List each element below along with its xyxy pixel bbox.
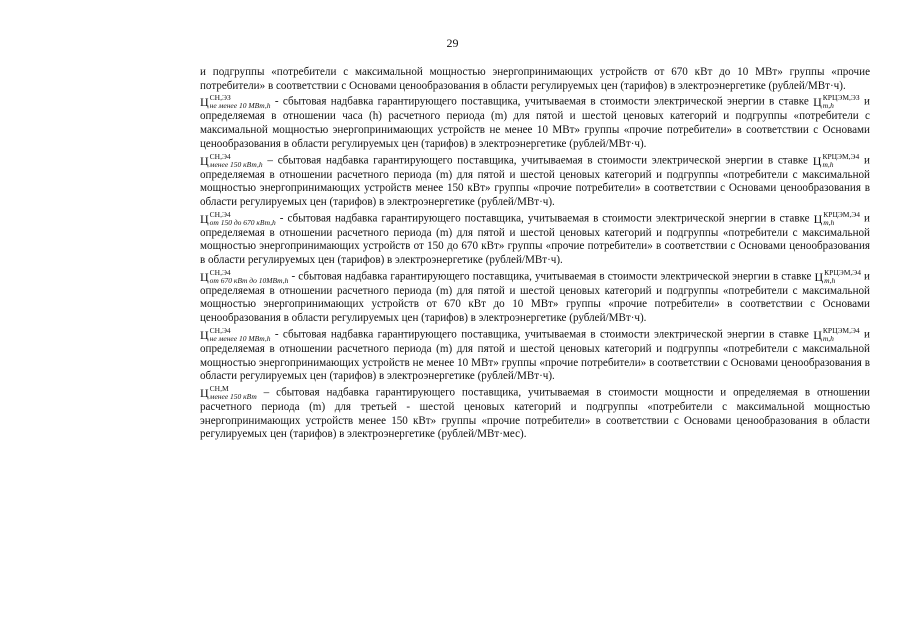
- rate-symbol: [813, 153, 859, 169]
- symbol-subscript-text: m,h: [824, 275, 836, 285]
- symbol-indices: [210, 153, 263, 169]
- symbol-subscript: [210, 393, 257, 401]
- symbol-superscript: СН,Э4: [209, 325, 231, 335]
- symbol-base: Ц: [812, 153, 822, 168]
- symbol-subscript: [824, 277, 861, 285]
- symbol-subscript: [210, 161, 263, 169]
- definition-paragraph: [200, 385, 870, 442]
- symbol-subscript: [210, 335, 271, 343]
- document-body: [200, 66, 870, 443]
- definition-paragraph: [200, 94, 870, 151]
- symbol-subscript: [210, 219, 276, 227]
- tariff-symbol: [200, 269, 288, 285]
- symbol-base: Ц: [814, 269, 824, 284]
- symbol-superscript: КРЦЭМ,Э4: [822, 325, 860, 335]
- rate-symbol: [813, 94, 860, 110]
- symbol-base: Ц: [813, 95, 822, 110]
- tariff-symbol: [200, 94, 271, 110]
- symbol-superscript: КРЦЭМ,Э4: [822, 151, 860, 161]
- symbol-base: Ц: [200, 385, 209, 400]
- symbol-superscript: СН,Э4: [209, 151, 231, 161]
- definition-text: - сбытовая надбавка гарантирующего поставщика, учитываемая в стоимости электрической энергии в ставке: [288, 270, 815, 283]
- intro-paragraph: и подгруппы «потребители с максимальной мощностью энергопринимающих устройств от 670 кВт до 10 МВт» группы «прочие потребители» в соответствии с Основами ценообразования в области регулируемых цен (тарифов) в электроэнергетике (рублей/МВт·ч).: [200, 66, 870, 92]
- symbol-subscript: [822, 161, 859, 169]
- symbol-indices: [823, 211, 860, 227]
- symbol-subscript-text: m,h: [823, 217, 835, 227]
- definition-paragraph: [200, 269, 870, 326]
- symbol-indices: [210, 327, 271, 343]
- definition-paragraph: [200, 153, 870, 210]
- tariff-symbol: [200, 385, 257, 401]
- definition-text: – сбытовая надбавка гарантирующего поставщика, учитываемая в стоимости электрической энергии в ставке: [262, 154, 813, 167]
- symbol-superscript: СН,Э4: [209, 267, 231, 277]
- symbol-indices: [823, 94, 860, 110]
- symbol-indices: [210, 94, 271, 110]
- symbol-subscript: [210, 102, 271, 110]
- symbol-subscript-text: m,h: [822, 101, 834, 111]
- rate-symbol: [815, 269, 861, 285]
- symbol-subscript: [823, 102, 860, 110]
- symbol-subscript: [823, 335, 860, 343]
- symbol-base: Ц: [813, 327, 822, 342]
- symbol-subscript-text: от 150 до 670 кВт,h: [209, 217, 276, 227]
- symbol-base: Ц: [200, 327, 209, 342]
- symbol-subscript-text: не менее 10 МВт,h: [209, 101, 271, 111]
- definition-text: – сбытовая надбавка гарантирующего поставщика, учитываемая в стоимости мощности и определяемая в отношении расчетного периода (m) для третьей - шестой ценовых категорий и подгруппы «потребители с максимальной мощностью энергопринимающих устройств менее 150 кВт» группы «прочие потребители» в соответствии с Основами ценообразования в области регулируемых цен (тарифов) в электроэнергетике (рублей/МВт·мес).: [200, 386, 870, 441]
- definition-paragraph: [200, 211, 870, 268]
- symbol-base: Ц: [813, 211, 823, 226]
- symbol-base: Ц: [200, 153, 209, 168]
- symbol-subscript-text: от 670 кВт до 10МВт,h: [209, 275, 289, 285]
- symbol-indices: [210, 211, 276, 227]
- symbol-subscript-text: m,h: [822, 159, 834, 169]
- symbol-indices: [210, 269, 289, 285]
- symbol-subscript-text: менее 150 кВт,h: [209, 159, 263, 169]
- symbol-indices: [822, 153, 859, 169]
- rate-symbol: [814, 211, 860, 227]
- symbol-subscript: [210, 277, 289, 285]
- symbol-subscript-text: m,h: [822, 333, 834, 343]
- symbol-superscript: СН,ЭЗ: [209, 93, 231, 103]
- definition-text: - сбытовая надбавка гарантирующего поставщика, учитываемая в стоимости электрической энергии в ставке: [275, 212, 814, 225]
- page-number: 29: [446, 36, 459, 50]
- tariff-symbol: [200, 327, 271, 343]
- symbol-superscript: СН,М: [209, 383, 229, 393]
- symbol-subscript-text: не менее 10 МВт,h: [209, 333, 271, 343]
- definition-text-continued: и определяемая в отношении расчетного периода (m) для пятой и шестой ценовых категорий и подгруппы «потребители с максимальной мощностью энергопринимающих устройств менее 150 кВт» группы «прочие потребители» в соответствии с Основами ценообразования в области регулируемых цен (тарифов) в электроэнергетике (рублей/МВт·ч).: [200, 154, 870, 208]
- tariff-symbol: [200, 153, 263, 169]
- definition-text-continued: и определяемая в отношении часа (h) расчетного периода (m) для пятой и шестой ценовых категорий и подгруппы «потребители с максимальной мощностью энергопринимающих устройств не менее 10 МВт» группы «прочие потребители» в соответствии с Основами ценообразования в области регулируемых цен (тарифов) в электроэнергетике (рублей/МВт·ч).: [200, 95, 870, 150]
- symbol-indices: [824, 269, 861, 285]
- symbol-subscript: [823, 219, 860, 227]
- symbol-subscript-text: менее 150 кВт: [209, 391, 257, 401]
- symbol-superscript: КРЦЭМ,ЭЗ: [822, 93, 860, 103]
- definition-text: - сбытовая надбавка гарантирующего поставщика, учитываемая в стоимости электрической энергии в ставке: [270, 95, 814, 108]
- definition-text-continued: и определяемая в отношении расчетного периода (m) для пятой и шестой ценовых категорий и подгруппы «потребители с максимальной мощностью энергопринимающих устройств не менее 10 МВт» группы «прочие потребители» в соответствии с Основами ценообразования в области регулируемых цен (тарифов) в электроэнергетике (рублей/МВт·ч).: [200, 328, 870, 383]
- symbol-superscript: КРЦЭМ,Э4: [823, 209, 861, 219]
- symbol-superscript: СН,Э4: [209, 209, 231, 219]
- symbol-base: Ц: [200, 95, 209, 110]
- symbol-base: Ц: [200, 211, 209, 226]
- rate-symbol: [813, 327, 859, 343]
- definition-text-continued: и определяемая в отношении расчетного периода (m) для пятой и шестой ценовых категорий и подгруппы «потребители с максимальной мощностью энергопринимающих устройств от 670 кВт до 10 МВт» группы «прочие потребители» в соответствии с Основами ценообразования в области регулируемых цен (тарифов) в электроэнергетике (рублей/МВт·ч).: [200, 270, 870, 325]
- symbol-indices: [210, 385, 257, 401]
- symbol-indices: [823, 327, 860, 343]
- definition-paragraph: [200, 327, 870, 384]
- definition-text-continued: и определяемая в отношении расчетного периода (m) для пятой и шестой ценовых категорий и подгруппы «потребители с максимальной мощностью энергопринимающих устройств от 150 до 670 кВт» группы «прочие потребители» в соответствии с Основами ценообразования в области регулируемых цен (тарифов) в электроэнергетике (рублей/МВт·ч).: [200, 212, 870, 267]
- symbol-superscript: КРЦЭМ,Э4: [824, 267, 861, 277]
- tariff-symbol: [200, 211, 276, 227]
- definition-text: - сбытовая надбавка гарантирующего поставщика, учитываемая в стоимости электрической энергии в ставке: [270, 328, 814, 341]
- symbol-base: Ц: [200, 269, 209, 284]
